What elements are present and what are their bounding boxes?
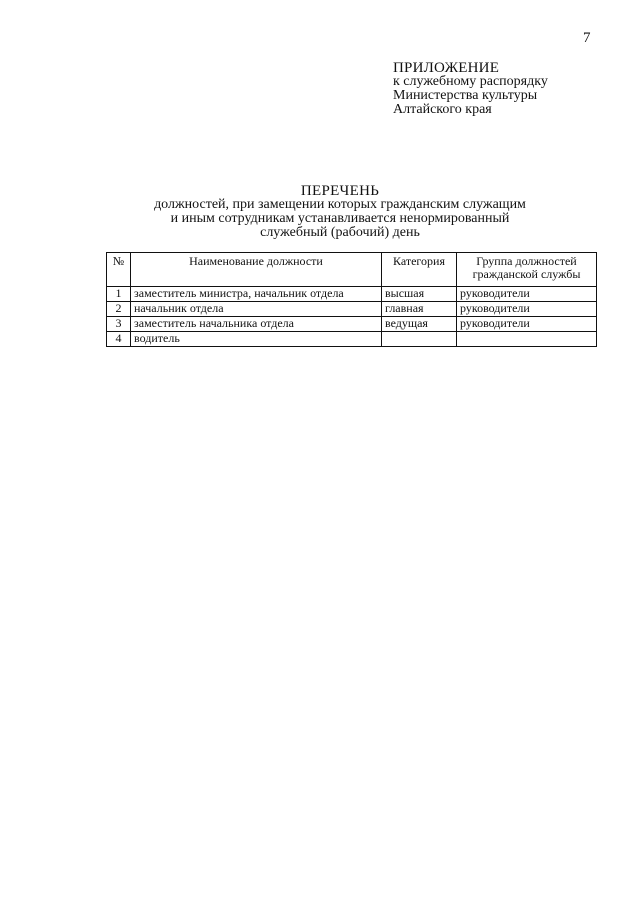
- row-number: 1: [107, 287, 131, 302]
- row-position-group: [457, 332, 597, 347]
- table-row: [107, 302, 597, 317]
- header-position-name: Наименование должности: [131, 253, 382, 287]
- title-line-2: и иным сотрудникам устанавливается ненормированный: [170, 211, 510, 226]
- appendix-title: ПРИЛОЖЕНИЕ: [393, 60, 500, 76]
- row-category: ведущая: [382, 317, 457, 332]
- table-row: [107, 287, 597, 302]
- row-category: главная: [382, 302, 457, 317]
- document-title-block: [120, 184, 560, 240]
- row-position-group: руководители: [457, 317, 597, 332]
- row-position-group: руководители: [457, 287, 597, 302]
- row-category: [382, 332, 457, 347]
- table-row: [107, 332, 597, 347]
- row-position-name: начальник отдела: [131, 302, 382, 317]
- row-position-name: заместитель министра, начальник отдела: [131, 287, 382, 302]
- row-position-name: заместитель начальника отдела: [131, 317, 382, 332]
- header-position-group: Группа должностей гражданской службы: [457, 253, 597, 287]
- row-number: 3: [107, 317, 131, 332]
- page-number: 7: [583, 30, 591, 46]
- table-header-row: [107, 253, 597, 287]
- header-number: №: [107, 253, 131, 287]
- appendix-line-3: Министерства культуры: [393, 88, 538, 103]
- document-heading: ПЕРЕЧЕНЬ: [300, 183, 380, 199]
- row-category: высшая: [382, 287, 457, 302]
- title-line-1: должностей, при замещении которых гражданским служащим: [154, 197, 526, 212]
- row-position-group: руководители: [457, 302, 597, 317]
- header-category: Категория: [382, 253, 457, 287]
- appendix-line-2: к служебному распорядку: [393, 74, 548, 89]
- title-line-3: служебный (рабочий) день: [260, 225, 420, 240]
- table-row: [107, 317, 597, 332]
- appendix-block: [393, 61, 548, 117]
- row-position-name: водитель: [131, 332, 382, 347]
- row-number: 4: [107, 332, 131, 347]
- appendix-line-4: Алтайского края: [393, 102, 492, 117]
- positions-table: [106, 252, 597, 347]
- row-number: 2: [107, 302, 131, 317]
